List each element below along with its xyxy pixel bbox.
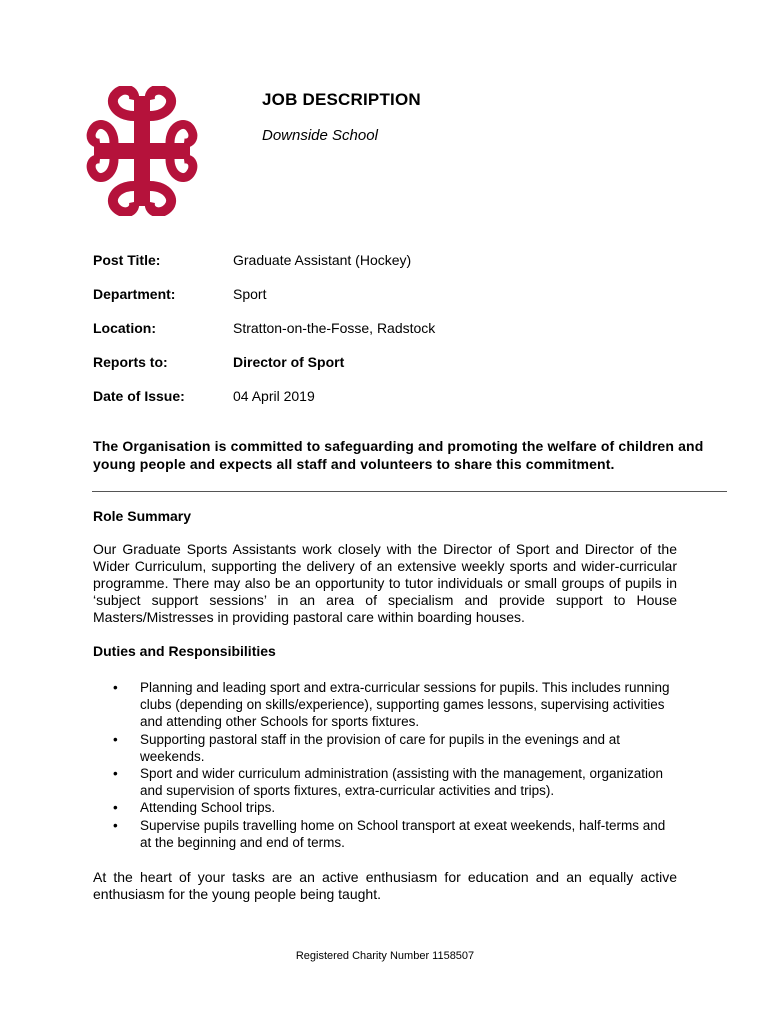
charity-number-footer: Registered Charity Number 1158507 [295, 950, 475, 962]
field-value: Director of Sport [233, 354, 345, 370]
duty-text: Sport and wider curriculum administration (assisting with the management, organization and supervision of sports fixtures, extra-curricular activities and trips). [140, 766, 663, 799]
field-label: Reports to: [93, 354, 168, 370]
field-value: Stratton-on-the-Fosse, Radstock [233, 320, 436, 336]
duties-heading: Duties and Responsibilities [93, 643, 276, 659]
list-item [113, 731, 673, 765]
role-summary-heading: Role Summary [93, 508, 192, 524]
downside-cross-logo [86, 86, 198, 216]
duty-text: Supervise pupils travelling home on School transport at exeat weekends, half-terms and at the beginning and end of terms. [140, 817, 666, 850]
field-value: Sport [233, 286, 267, 302]
page-title: JOB DESCRIPTION [262, 90, 421, 109]
field-label: Date of Issue: [93, 388, 185, 404]
duties-list [113, 679, 673, 851]
bullet-icon: • [113, 817, 118, 833]
list-item [113, 765, 673, 799]
bullet-icon: • [113, 731, 118, 747]
bullet-icon: • [113, 800, 118, 816]
safeguarding-statement: The Organisation is committed to safeguarding and promoting the welfare of children and young people and expects all staff and volunteers to share this commitment. [93, 438, 704, 472]
field-label: Department: [93, 286, 176, 302]
bullet-icon: • [113, 766, 118, 782]
field-label: Post Title: [93, 252, 161, 268]
duty-text: Supporting pastoral staff in the provision of care for pupils in the evenings and at weekends. [140, 731, 621, 764]
closing-text: At the heart of your tasks are an active enthusiasm for education and an equally active enthusiasm for the young people being taught. [93, 869, 677, 902]
duty-text: Attending School trips. [140, 800, 276, 816]
list-item [113, 817, 673, 851]
school-name: Downside School [262, 127, 378, 144]
duty-text: Planning and leading sport and extra-curricular sessions for pupils. This includes running clubs (depending on skills/experience), supporting games lessons, supervising activities and attending other Schools for sports fixtures. [140, 680, 670, 730]
role-summary-text: Our Graduate Sports Assistants work closely with the Director of Sport and Director of the Wider Curriculum, supporting the delivery of an extensive weekly sports and wider-curricular programme. There may also be an opportunity to tutor individuals or small groups of pupils in ‘subject support sessions’ in an area of specialism and provide support to House Masters/Mistresses in providing pastoral care within boarding houses. [93, 541, 677, 625]
field-value: Graduate Assistant (Hockey) [233, 252, 412, 268]
field-label: Location: [93, 320, 156, 336]
bullet-icon: • [113, 680, 118, 695]
field-value: 04 April 2019 [233, 388, 315, 404]
list-item [113, 679, 673, 731]
list-item [113, 799, 673, 816]
divider [92, 491, 727, 492]
